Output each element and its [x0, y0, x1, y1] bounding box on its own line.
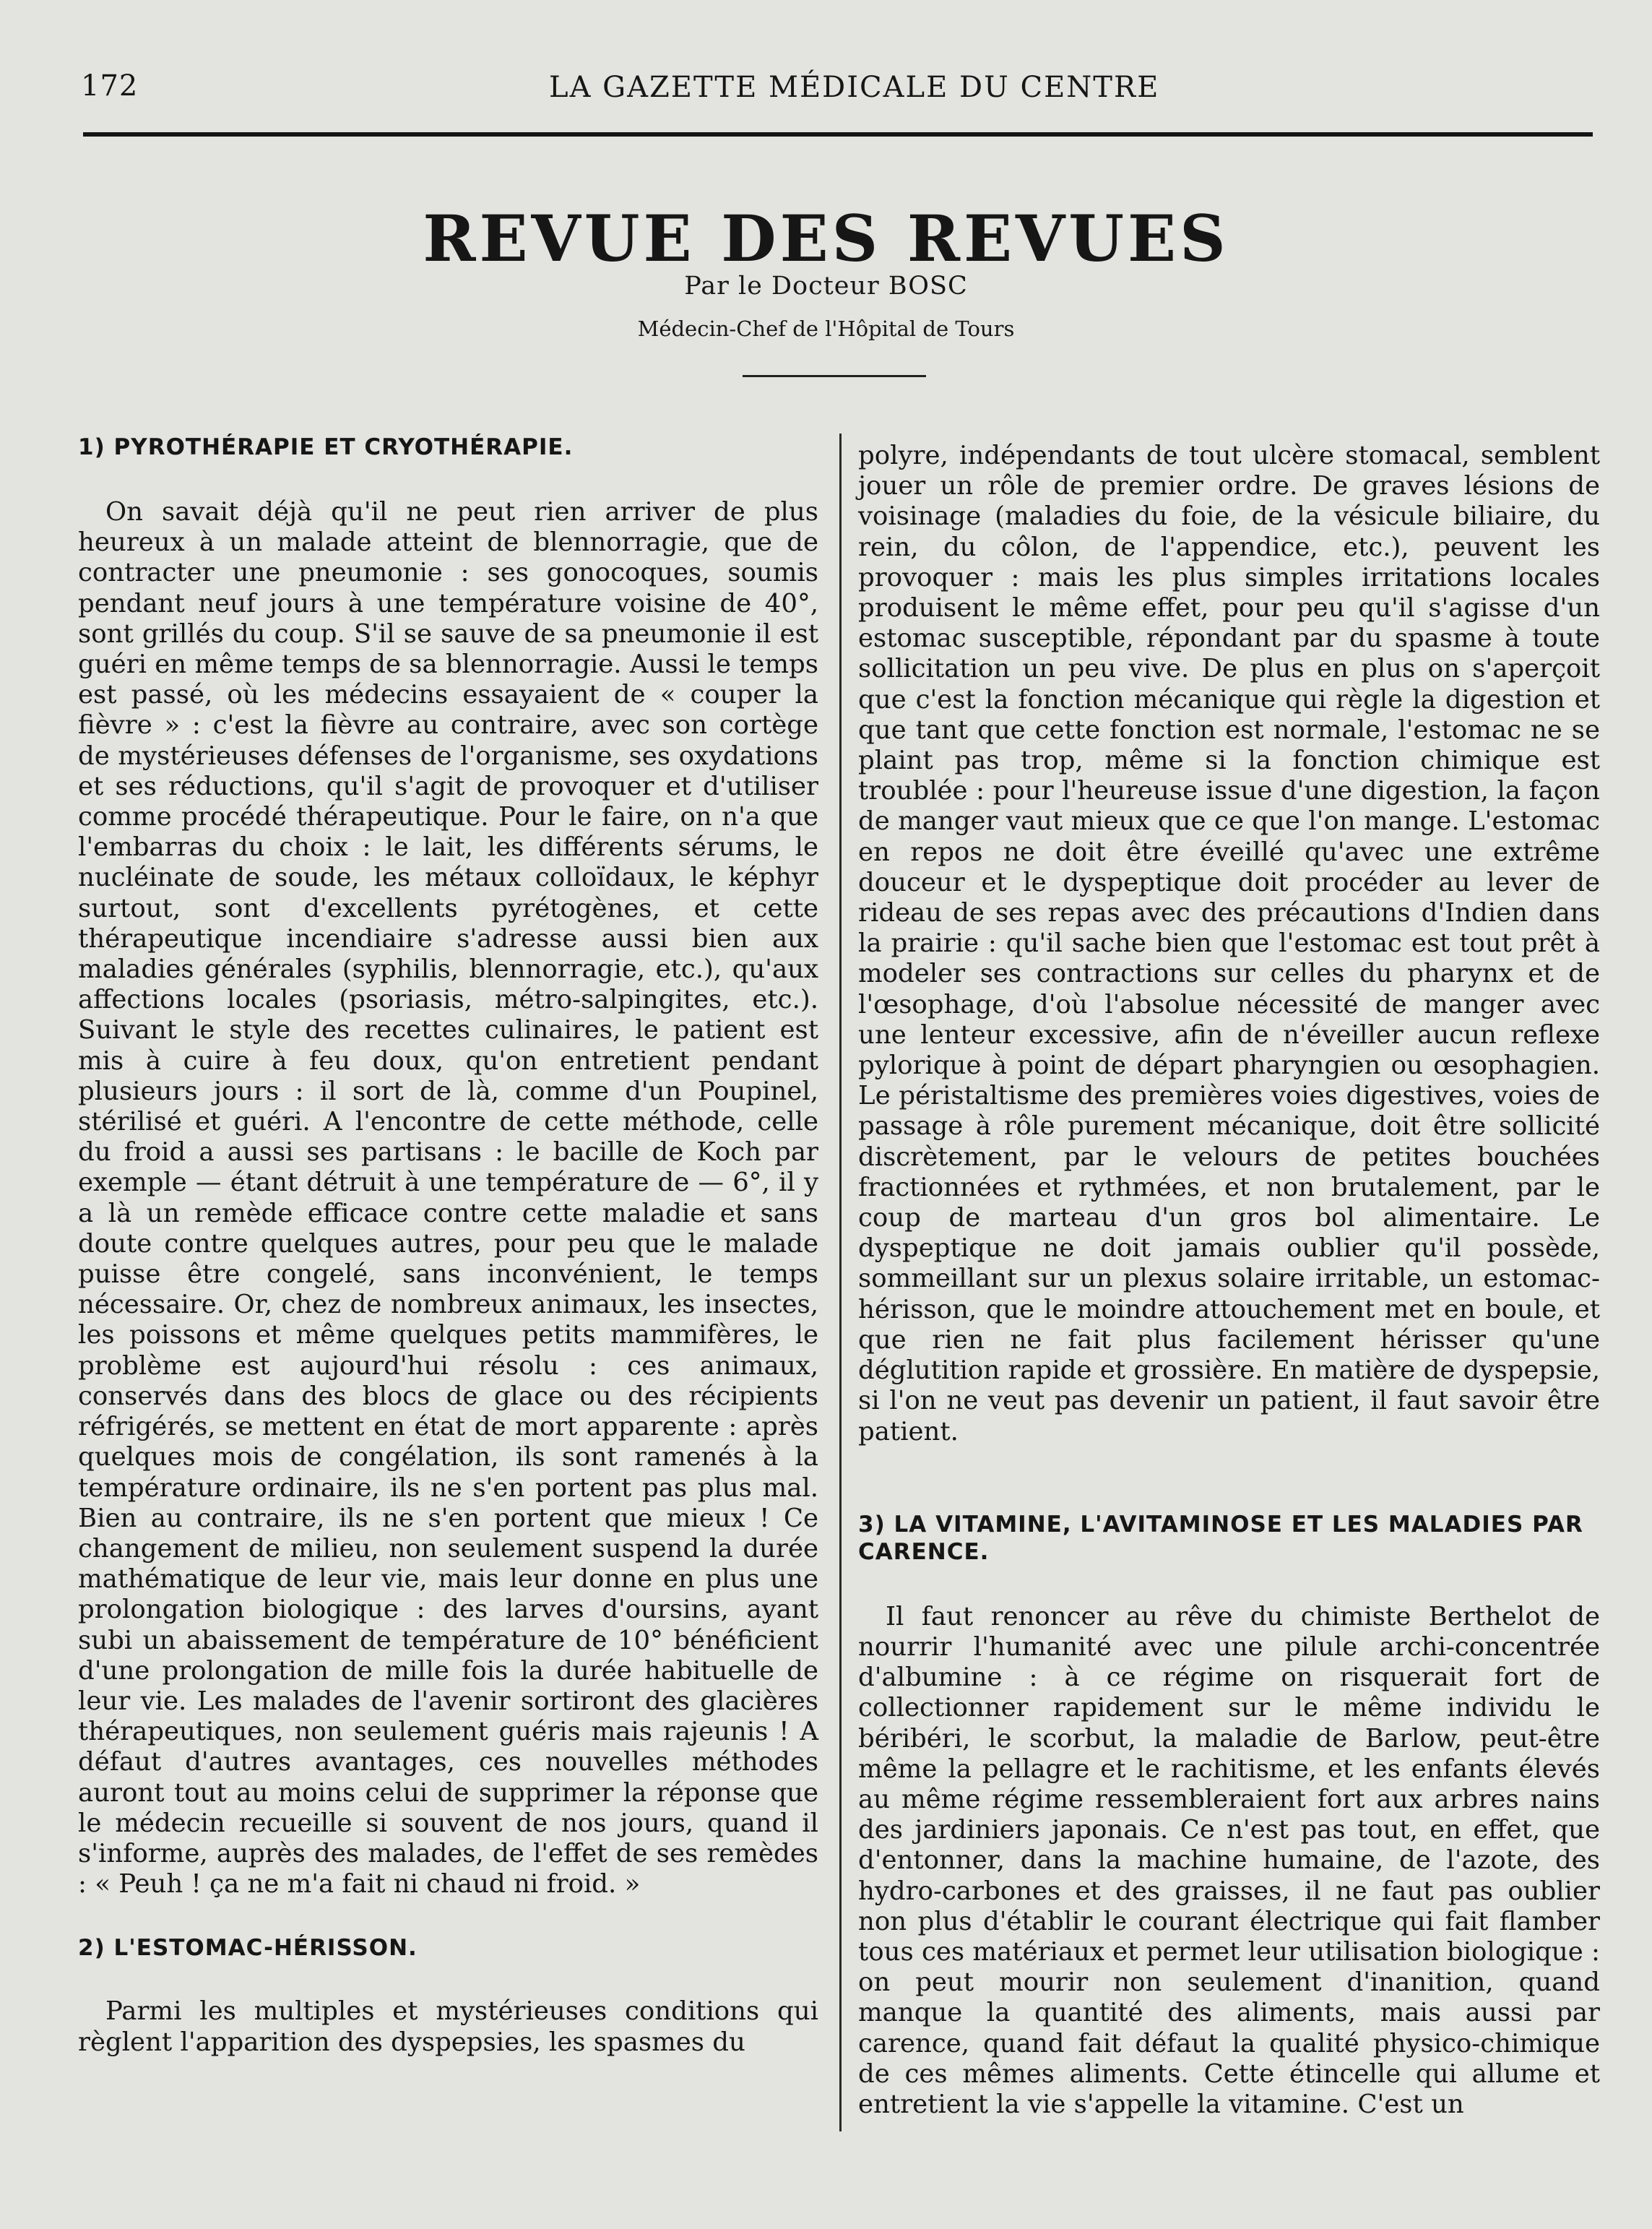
right-column: [858, 434, 1600, 2120]
running-title: LA GAZETTE MÉDICALE DU CENTRE: [549, 71, 1160, 104]
section-2-text-start: Parmi les multiples et mystérieuses conditions qui règlent l'apparition des dyspepsies, les spasmes du: [78, 1996, 818, 2057]
section-2-text-continued: polyre, indépendants de tout ulcère stomacal, semblent jouer un rôle de premier ordre. De graves lésions de voisinage (maladies du foie, de la vésicule biliaire, du rein, du côlon, de l'appendice, etc.), peuvent les provoquer : mais les plus simples irritations locales produisent le même effet, pour peu qu'il s'agisse d'un estomac susceptible, répondant par du spasme à toute sollicitation un peu vive. De plus en plus on s'aperçoit que c'est la fonction mécanique qui règle la digestion et que tant que cette fonction est normale, l'estomac ne se plaint pas trop, même si la fonction chimique est troublée : pour l'heureuse issue d'une digestion, la façon de manger vaut mieux que ce que l'on mange. L'estomac en repos ne doit être éveillé qu'avec une extrême douceur et le dyspeptique doit procéder au lever de rideau de ses repas avec des précautions d'Indien dans la prairie : qu'il sache bien que l'estomac est tout prêt à modeler ses contractions sur celles du pharynx et de l'œsophage, d'où l'absolue nécessité de manger avec une lenteur excessive, afin de n'éveiller aucun reflexe pylorique à point de départ pharyngien ou œsophagien. Le péristaltisme des premières voies digestives, voies de passage à rôle purement mécanique, doit être sollicité discrètement, par le velours de petites bouchées fractionnées et rythmées, et non brutalement, par le coup de marteau d'un gros bol alimentaire. Le dyspeptique ne doit jamais oublier qu'il possède, sommeillant sur un plexus solaire irritable, un estomac-hérisson, que le moindre attouchement met en boule, et que rien ne fait plus facilement hérisser qu'une déglutition rapide et grossière. En matière de dyspepsie, si l'on ne veut pas devenir un patient, il faut savoir être patient.: [858, 441, 1600, 1447]
article-title: REVUE DES REVUES: [423, 201, 1229, 276]
header-rule: [83, 132, 1593, 137]
section-heading-2: 2) L'ESTOMAC-HÉRISSON.: [78, 1935, 418, 1962]
section-1-text: On savait déjà qu'il ne peut rien arriver de plus heureux à un malade atteint de blennorragie, que de contracter une pneumonie : ses gonocoques, soumis pendant neuf jours à une température voisine de 40°, sont grillés du coup. S'il se sauve de sa pneumonie il est guéri en même temps de sa blennorragie. Aussi le temps est passé, où les médecins essayaient de « couper la fièvre » : c'est la fièvre au contraire, avec son cortège de mystérieuses défenses de l'organisme, ses oxydations et ses réductions, qu'il s'agit de provoquer et d'utiliser comme procédé thérapeutique. Pour le faire, on n'a que l'embarras du choix : le lait, les différents sérums, le nucléinate de soude, les métaux colloïdaux, le képhyr surtout, sont d'excellents pyrétogènes, et cette thérapeutique incendiaire s'adresse aussi bien aux maladies générales (syphilis, blennorragie, etc.), qu'aux affections locales (psoriasis, métro-salpingites, etc.). Suivant le style des recettes culinaires, le patient est mis à cuire à feu doux, qu'on entretient pendant plusieurs jours : il sort de là, comme d'un Poupinel, stérilisé et guéri. A l'encontre de cette méthode, celle du froid a aussi ses partisans : le bacille de Koch par exemple — étant détruit à une température de — 6°, il y a là un remède efficace contre cette maladie et sans doute contre quelques autres, pour peu que le malade puisse être congelé, sans inconvénient, le temps nécessaire. Or, chez de nombreux animaux, les insectes, les poissons et même quelques petits mammifères, le problème est aujourd'hui résolu : ces animaux, conservés dans des blocs de glace ou des récipients réfrigérés, se mettent en état de mort apparente : après quelques mois de congélation, ils sont ramenés à la température ordinaire, ils ne s'en portent pas plus mal. Bien au contraire, ils ne s'en portent que mieux ! Ce changement de milieu, non seulement suspend la durée mathématique de leur vie, mais leur donne en plus une prolongation biologique : des larves d'oursins, ayant subi un abaissement de température de 10° bénéficient d'une prolongation de mille fois la durée habituelle de leur vie. Les malades de l'avenir sortiront des glacières thérapeutiques, non seulement guéris mais rajeunis ! A défaut d'autres avantages, ces nouvelles méthodes auront tout au moins celui de supprimer la réponse que le médecin recueille si souvent de nos jours, quand il s'informe, auprès des malades, de l'effet de ses remèdes : « Peuh ! ça ne m'a fait ni chaud ni froid. »: [78, 497, 818, 1900]
section-heading-3: 3) LA VITAMINE, L'AVITAMINOSE ET LES MALADIES PAR CARENCE.: [858, 1511, 1583, 1565]
section-heading-1: 1) PYROTHÉRAPIE ET CRYOTHÉRAPIE.: [78, 434, 574, 460]
left-column: [78, 434, 818, 2058]
section-3-text: Il faut renoncer au rêve du chimiste Berthelot de nourrir l'humanité avec une pilule archi-concentrée d'albumine : à ce régime on risquerait fort de collectionner rapidement sur le même individu le béribéri, le scorbut, la maladie de Barlow, peut-être même la pellagre et le rachitisme, et les enfants élevés au même régime ressembleraient fort aux arbres nains des jardiniers japonais. Ce n'est pas tout, en effet, que d'entonner, dans la machine humaine, de l'azote, des hydro-carbones et des graisses, il ne faut pas oublier non plus d'établir le courant électrique qui fait flamber tous ces matériaux et permet leur utilisation biologique : on peut mourir non seulement d'inanition, quand manque la quantité des aliments, mais aussi par carence, quand fait défaut la qualité physico-chimique de ces mêmes aliments. Cette étincelle qui allume et entretient la vie s'appelle la vitamine. C'est un: [858, 1601, 1600, 2119]
title-rule: [743, 375, 926, 377]
page-number: 172: [81, 69, 139, 103]
column-divider: [839, 434, 842, 2131]
article-byline: Par le Docteur BOSC: [684, 272, 968, 301]
author-affiliation: Médecin-Chef de l'Hôpital de Tours: [637, 316, 1015, 341]
